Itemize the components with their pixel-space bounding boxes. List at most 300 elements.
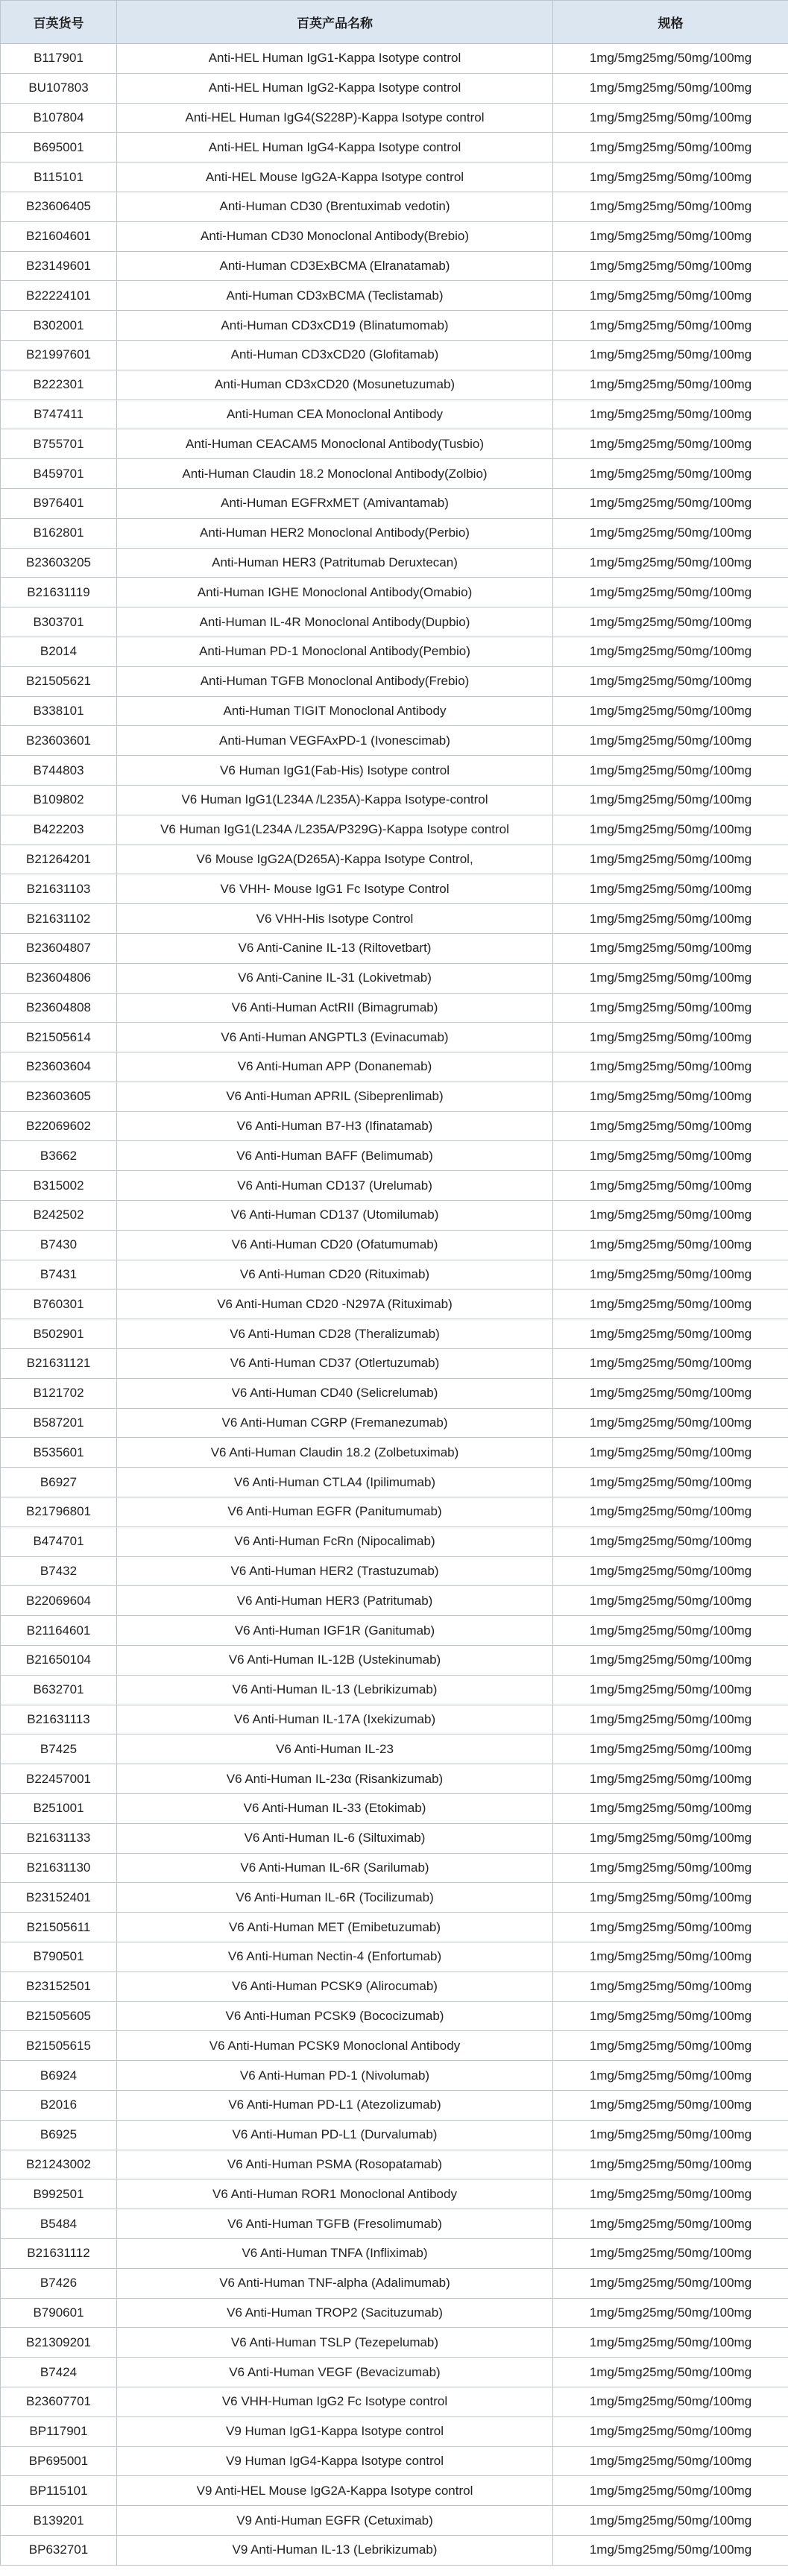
cell-specification: 1mg/5mg25mg/50mg/100mg: [553, 103, 788, 133]
cell-catalog-number: B315002: [1, 1171, 117, 1201]
cell-specification: 1mg/5mg25mg/50mg/100mg: [553, 2358, 788, 2387]
cell-specification: 1mg/5mg25mg/50mg/100mg: [553, 756, 788, 786]
table-row: [1, 578, 788, 607]
cell-specification: 1mg/5mg25mg/50mg/100mg: [553, 2476, 788, 2506]
cell-specification: 1mg/5mg25mg/50mg/100mg: [553, 1052, 788, 1082]
cell-catalog-number: B21505621: [1, 666, 117, 696]
cell-specification: 1mg/5mg25mg/50mg/100mg: [553, 815, 788, 845]
cell-specification: 1mg/5mg25mg/50mg/100mg: [553, 340, 788, 370]
cell-catalog-number: B744803: [1, 756, 117, 786]
cell-specification: 1mg/5mg25mg/50mg/100mg: [553, 578, 788, 607]
cell-specification: 1mg/5mg25mg/50mg/100mg: [553, 993, 788, 1023]
cell-product-name: V6 Anti-Human CD40 (Selicrelumab): [117, 1378, 553, 1408]
cell-catalog-number: BP632701: [1, 2535, 117, 2565]
cell-product-name: V6 Anti-Human IL-33 (Etokimab): [117, 1794, 553, 1824]
cell-catalog-number: B502901: [1, 1319, 117, 1349]
cell-product-name: V6 Anti-Human TROP2 (Sacituzumab): [117, 2298, 553, 2328]
table-row: [1, 1913, 788, 1942]
table-row: [1, 1289, 788, 1319]
cell-specification: 1mg/5mg25mg/50mg/100mg: [553, 1023, 788, 1052]
cell-product-name: Anti-Human IL-4R Monoclonal Antibody(Dupbio): [117, 607, 553, 637]
cell-specification: 1mg/5mg25mg/50mg/100mg: [553, 518, 788, 548]
cell-product-name: V6 Anti-Human TGFB (Fresolimumab): [117, 2209, 553, 2239]
cell-product-name: Anti-Human CEA Monoclonal Antibody: [117, 400, 553, 429]
cell-catalog-number: B5484: [1, 2209, 117, 2239]
table-row: [1, 2268, 788, 2298]
cell-product-name: V6 Anti-Human APP (Donanemab): [117, 1052, 553, 1082]
cell-catalog-number: B2014: [1, 637, 117, 666]
cell-product-name: V6 Anti-Human FcRn (Nipocalimab): [117, 1527, 553, 1556]
cell-product-name: V6 Anti-Human Claudin 18.2 (Zolbetuximab): [117, 1438, 553, 1468]
cell-catalog-number: B23606405: [1, 192, 117, 221]
cell-catalog-number: B117901: [1, 44, 117, 74]
cell-specification: 1mg/5mg25mg/50mg/100mg: [553, 2150, 788, 2179]
cell-specification: 1mg/5mg25mg/50mg/100mg: [553, 73, 788, 103]
cell-product-name: V6 Anti-Canine IL-31 (Lokivetmab): [117, 963, 553, 993]
cell-product-name: V6 Human IgG1(L234A /L235A/P329G)-Kappa Isotype control: [117, 815, 553, 845]
table-body: [1, 44, 788, 2566]
cell-product-name: V6 Anti-Human CD20 (Rituximab): [117, 1260, 553, 1289]
cell-specification: 1mg/5mg25mg/50mg/100mg: [553, 904, 788, 934]
cell-product-name: Anti-Human CD3xBCMA (Teclistamab): [117, 281, 553, 311]
cell-product-name: V6 Anti-Human HER2 (Trastuzumab): [117, 1556, 553, 1586]
table-row: [1, 2476, 788, 2506]
cell-specification: 1mg/5mg25mg/50mg/100mg: [553, 1201, 788, 1231]
table-row: [1, 815, 788, 845]
table-row: [1, 162, 788, 192]
header-specification: 规格: [553, 1, 788, 44]
cell-specification: 1mg/5mg25mg/50mg/100mg: [553, 311, 788, 341]
cell-specification: 1mg/5mg25mg/50mg/100mg: [553, 370, 788, 400]
cell-catalog-number: B22457001: [1, 1764, 117, 1794]
table-row: [1, 400, 788, 429]
cell-specification: 1mg/5mg25mg/50mg/100mg: [553, 429, 788, 459]
cell-product-name: V6 Anti-Human CD137 (Urelumab): [117, 1171, 553, 1201]
table-row: [1, 666, 788, 696]
cell-product-name: V9 Human IgG4-Kappa Isotype control: [117, 2446, 553, 2476]
table-row: [1, 1171, 788, 1201]
table-row: [1, 548, 788, 578]
table-row: [1, 1349, 788, 1379]
cell-catalog-number: B790501: [1, 1942, 117, 1972]
cell-product-name: Anti-HEL Human IgG2-Kappa Isotype control: [117, 73, 553, 103]
cell-catalog-number: B22069604: [1, 1586, 117, 1616]
cell-product-name: Anti-Human CD3ExBCMA (Elranatamab): [117, 251, 553, 281]
cell-specification: 1mg/5mg25mg/50mg/100mg: [553, 1764, 788, 1794]
cell-specification: 1mg/5mg25mg/50mg/100mg: [553, 845, 788, 874]
cell-specification: 1mg/5mg25mg/50mg/100mg: [553, 2061, 788, 2091]
table-row: [1, 370, 788, 400]
cell-catalog-number: B109802: [1, 785, 117, 815]
cell-catalog-number: B162801: [1, 518, 117, 548]
cell-catalog-number: B535601: [1, 1438, 117, 1468]
cell-catalog-number: B23149601: [1, 251, 117, 281]
cell-specification: 1mg/5mg25mg/50mg/100mg: [553, 1942, 788, 1972]
cell-product-name: V6 Anti-Human IL-6R (Sarilumab): [117, 1853, 553, 1883]
cell-catalog-number: B21631102: [1, 904, 117, 934]
cell-specification: 1mg/5mg25mg/50mg/100mg: [553, 251, 788, 281]
cell-catalog-number: B992501: [1, 2179, 117, 2209]
cell-catalog-number: B747411: [1, 400, 117, 429]
cell-catalog-number: B21631103: [1, 874, 117, 904]
cell-product-name: V6 Human IgG1(L234A /L235A)-Kappa Isotype-control: [117, 785, 553, 815]
cell-specification: 1mg/5mg25mg/50mg/100mg: [553, 2209, 788, 2239]
cell-product-name: V6 Anti-Human IL-23: [117, 1734, 553, 1764]
table-row: [1, 904, 788, 934]
table-row: [1, 2298, 788, 2328]
cell-specification: 1mg/5mg25mg/50mg/100mg: [553, 2090, 788, 2120]
table-row: [1, 1853, 788, 1883]
cell-catalog-number: B976401: [1, 488, 117, 518]
cell-catalog-number: B302001: [1, 311, 117, 341]
cell-catalog-number: B695001: [1, 133, 117, 162]
table-row: [1, 785, 788, 815]
table-row: [1, 133, 788, 162]
cell-specification: 1mg/5mg25mg/50mg/100mg: [553, 2387, 788, 2416]
cell-product-name: V6 Anti-Human PD-L1 (Durvalumab): [117, 2120, 553, 2150]
table-row: [1, 44, 788, 74]
cell-catalog-number: B251001: [1, 1794, 117, 1824]
table-row: [1, 1794, 788, 1824]
cell-product-name: V6 Anti-Human B7-H3 (Ifinatamab): [117, 1111, 553, 1141]
cell-specification: 1mg/5mg25mg/50mg/100mg: [553, 44, 788, 74]
cell-catalog-number: B23607701: [1, 2387, 117, 2416]
cell-catalog-number: B23603605: [1, 1082, 117, 1111]
cell-specification: 1mg/5mg25mg/50mg/100mg: [553, 1527, 788, 1556]
cell-specification: 1mg/5mg25mg/50mg/100mg: [553, 1289, 788, 1319]
cell-specification: 1mg/5mg25mg/50mg/100mg: [553, 1586, 788, 1616]
cell-product-name: Anti-Human CEACAM5 Monoclonal Antibody(Tusbio): [117, 429, 553, 459]
cell-product-name: V6 Anti-Canine IL-13 (Riltovetbart): [117, 933, 553, 963]
cell-specification: 1mg/5mg25mg/50mg/100mg: [553, 2446, 788, 2476]
table-row: [1, 103, 788, 133]
cell-catalog-number: B222301: [1, 370, 117, 400]
cell-specification: 1mg/5mg25mg/50mg/100mg: [553, 963, 788, 993]
cell-specification: 1mg/5mg25mg/50mg/100mg: [553, 1468, 788, 1497]
table-row: [1, 1586, 788, 1616]
table-row: [1, 2446, 788, 2476]
cell-product-name: Anti-Human CD3xCD20 (Glofitamab): [117, 340, 553, 370]
cell-specification: 1mg/5mg25mg/50mg/100mg: [553, 1972, 788, 2001]
cell-product-name: V6 Anti-Human ANGPTL3 (Evinacumab): [117, 1023, 553, 1052]
cell-product-name: Anti-Human TIGIT Monoclonal Antibody: [117, 696, 553, 726]
cell-specification: 1mg/5mg25mg/50mg/100mg: [553, 2535, 788, 2565]
cell-product-name: V6 Anti-Human PCSK9 (Alirocumab): [117, 1972, 553, 2001]
cell-product-name: V6 Anti-Human Nectin-4 (Enfortumab): [117, 1942, 553, 1972]
cell-product-name: V6 Anti-Human IL-6R (Tocilizumab): [117, 1883, 553, 1913]
cell-catalog-number: B755701: [1, 429, 117, 459]
table-row: [1, 1438, 788, 1468]
cell-specification: 1mg/5mg25mg/50mg/100mg: [553, 2001, 788, 2031]
table-row: [1, 1883, 788, 1913]
table-row: [1, 1408, 788, 1438]
cell-catalog-number: B23604807: [1, 933, 117, 963]
cell-specification: 1mg/5mg25mg/50mg/100mg: [553, 488, 788, 518]
cell-specification: 1mg/5mg25mg/50mg/100mg: [553, 548, 788, 578]
table-row: [1, 993, 788, 1023]
cell-catalog-number: B21264201: [1, 845, 117, 874]
cell-product-name: V6 Anti-Human PD-L1 (Atezolizumab): [117, 2090, 553, 2120]
cell-catalog-number: B21631121: [1, 1349, 117, 1379]
cell-product-name: Anti-Human IGHE Monoclonal Antibody(Omabio): [117, 578, 553, 607]
cell-catalog-number: B7430: [1, 1230, 117, 1260]
cell-product-name: V6 Anti-Human PCSK9 (Bococizumab): [117, 2001, 553, 2031]
table-row: [1, 459, 788, 489]
cell-product-name: Anti-HEL Human IgG4-Kappa Isotype control: [117, 133, 553, 162]
cell-catalog-number: B21505611: [1, 1913, 117, 1942]
cell-product-name: V6 Anti-Human IL-12B (Ustekinumab): [117, 1646, 553, 1676]
cell-product-name: V9 Human IgG1-Kappa Isotype control: [117, 2416, 553, 2446]
cell-specification: 1mg/5mg25mg/50mg/100mg: [553, 2031, 788, 2061]
header-row: [1, 1, 788, 44]
cell-product-name: V6 Anti-Human CD137 (Utomilumab): [117, 1201, 553, 1231]
cell-catalog-number: B760301: [1, 1289, 117, 1319]
cell-catalog-number: BP695001: [1, 2446, 117, 2476]
cell-product-name: Anti-Human CD30 (Brentuximab vedotin): [117, 192, 553, 221]
cell-product-name: Anti-Human CD30 Monoclonal Antibody(Brebio): [117, 221, 553, 251]
cell-catalog-number: B6927: [1, 1468, 117, 1497]
cell-specification: 1mg/5mg25mg/50mg/100mg: [553, 1378, 788, 1408]
table-row: [1, 963, 788, 993]
cell-catalog-number: B21631113: [1, 1705, 117, 1734]
cell-catalog-number: B22224101: [1, 281, 117, 311]
table-row: [1, 1497, 788, 1527]
cell-catalog-number: B7431: [1, 1260, 117, 1289]
table-row: [1, 874, 788, 904]
cell-specification: 1mg/5mg25mg/50mg/100mg: [553, 1616, 788, 1646]
cell-catalog-number: B587201: [1, 1408, 117, 1438]
cell-specification: 1mg/5mg25mg/50mg/100mg: [553, 1141, 788, 1171]
cell-specification: 1mg/5mg25mg/50mg/100mg: [553, 666, 788, 696]
table-row: [1, 1646, 788, 1676]
table-row: [1, 429, 788, 459]
table-row: [1, 2031, 788, 2061]
cell-catalog-number: B6924: [1, 2061, 117, 2091]
cell-catalog-number: B21505615: [1, 2031, 117, 2061]
cell-specification: 1mg/5mg25mg/50mg/100mg: [553, 1171, 788, 1201]
cell-specification: 1mg/5mg25mg/50mg/100mg: [553, 1319, 788, 1349]
header-catalog-number: 百英货号: [1, 1, 117, 44]
table-row: [1, 2387, 788, 2416]
cell-catalog-number: B23604808: [1, 993, 117, 1023]
cell-product-name: V6 Anti-Human IL-13 (Lebrikizumab): [117, 1675, 553, 1705]
cell-catalog-number: BP117901: [1, 2416, 117, 2446]
cell-product-name: V6 Anti-Human PCSK9 Monoclonal Antibody: [117, 2031, 553, 2061]
table-row: [1, 1556, 788, 1586]
cell-product-name: V6 Anti-Human EGFR (Panitumumab): [117, 1497, 553, 1527]
table-row: [1, 1734, 788, 1764]
cell-specification: 1mg/5mg25mg/50mg/100mg: [553, 162, 788, 192]
table-row: [1, 281, 788, 311]
cell-specification: 1mg/5mg25mg/50mg/100mg: [553, 1556, 788, 1586]
cell-catalog-number: B303701: [1, 607, 117, 637]
cell-specification: 1mg/5mg25mg/50mg/100mg: [553, 221, 788, 251]
table-row: [1, 2001, 788, 2031]
table-row: [1, 696, 788, 726]
table-row: [1, 1764, 788, 1794]
cell-product-name: V6 VHH-His Isotype Control: [117, 904, 553, 934]
table-row: [1, 73, 788, 103]
cell-specification: 1mg/5mg25mg/50mg/100mg: [553, 1794, 788, 1824]
cell-specification: 1mg/5mg25mg/50mg/100mg: [553, 2298, 788, 2328]
cell-catalog-number: B23603205: [1, 548, 117, 578]
cell-catalog-number: B474701: [1, 1527, 117, 1556]
cell-product-name: V6 Anti-Human ROR1 Monoclonal Antibody: [117, 2179, 553, 2209]
cell-specification: 1mg/5mg25mg/50mg/100mg: [553, 281, 788, 311]
table-row: [1, 2416, 788, 2446]
cell-specification: 1mg/5mg25mg/50mg/100mg: [553, 1082, 788, 1111]
cell-specification: 1mg/5mg25mg/50mg/100mg: [553, 1853, 788, 1883]
table-row: [1, 2150, 788, 2179]
cell-catalog-number: B21631112: [1, 2238, 117, 2268]
cell-specification: 1mg/5mg25mg/50mg/100mg: [553, 2328, 788, 2358]
cell-product-name: V6 Anti-Human IGF1R (Ganitumab): [117, 1616, 553, 1646]
table-row: [1, 2535, 788, 2565]
table-row: [1, 251, 788, 281]
cell-catalog-number: B3662: [1, 1141, 117, 1171]
table-row: [1, 1052, 788, 1082]
table-row: [1, 2061, 788, 2091]
cell-catalog-number: B790601: [1, 2298, 117, 2328]
cell-product-name: Anti-HEL Human IgG4(S228P)-Kappa Isotype control: [117, 103, 553, 133]
cell-specification: 1mg/5mg25mg/50mg/100mg: [553, 1823, 788, 1853]
cell-specification: 1mg/5mg25mg/50mg/100mg: [553, 1646, 788, 1676]
cell-specification: 1mg/5mg25mg/50mg/100mg: [553, 192, 788, 221]
cell-specification: 1mg/5mg25mg/50mg/100mg: [553, 1111, 788, 1141]
table-row: [1, 1230, 788, 1260]
table-row: [1, 1111, 788, 1141]
table-row: [1, 2506, 788, 2536]
table-row: [1, 726, 788, 756]
cell-catalog-number: B23603604: [1, 1052, 117, 1082]
cell-specification: 1mg/5mg25mg/50mg/100mg: [553, 1705, 788, 1734]
cell-product-name: V6 Anti-Human MET (Emibetuzumab): [117, 1913, 553, 1942]
table-row: [1, 221, 788, 251]
cell-specification: 1mg/5mg25mg/50mg/100mg: [553, 2179, 788, 2209]
table-row: [1, 1260, 788, 1289]
table-row: [1, 2328, 788, 2358]
cell-specification: 1mg/5mg25mg/50mg/100mg: [553, 1734, 788, 1764]
cell-catalog-number: BP115101: [1, 2476, 117, 2506]
cell-product-name: V6 Anti-Human CD37 (Otlertuzumab): [117, 1349, 553, 1379]
cell-product-name: V6 Anti-Human PSMA (Rosopatamab): [117, 2150, 553, 2179]
cell-product-name: V6 VHH-Human IgG2 Fc Isotype control: [117, 2387, 553, 2416]
cell-specification: 1mg/5mg25mg/50mg/100mg: [553, 933, 788, 963]
cell-product-name: V6 Anti-Human CD28 (Theralizumab): [117, 1319, 553, 1349]
cell-catalog-number: B139201: [1, 2506, 117, 2536]
cell-catalog-number: B21997601: [1, 340, 117, 370]
cell-catalog-number: B22069602: [1, 1111, 117, 1141]
table-row: [1, 2120, 788, 2150]
table-header: [1, 1, 788, 44]
cell-product-name: V6 Anti-Human IL-23α (Risankizumab): [117, 1764, 553, 1794]
cell-catalog-number: B21631133: [1, 1823, 117, 1853]
cell-catalog-number: B23152501: [1, 1972, 117, 2001]
table-row: [1, 488, 788, 518]
table-row: [1, 933, 788, 963]
cell-catalog-number: B338101: [1, 696, 117, 726]
cell-catalog-number: B21164601: [1, 1616, 117, 1646]
cell-catalog-number: B632701: [1, 1675, 117, 1705]
table-row: [1, 2209, 788, 2239]
cell-product-name: Anti-Human CD3xCD19 (Blinatumomab): [117, 311, 553, 341]
table-row: [1, 1942, 788, 1972]
cell-product-name: V6 Anti-Human TSLP (Tezepelumab): [117, 2328, 553, 2358]
cell-catalog-number: B21631119: [1, 578, 117, 607]
cell-product-name: V6 Anti-Human CD20 (Ofatumumab): [117, 1230, 553, 1260]
cell-product-name: V6 Anti-Human PD-1 (Nivolumab): [117, 2061, 553, 2091]
cell-catalog-number: B21796801: [1, 1497, 117, 1527]
table-row: [1, 845, 788, 874]
cell-product-name: V6 Mouse IgG2A(D265A)-Kappa Isotype Control,: [117, 845, 553, 874]
cell-specification: 1mg/5mg25mg/50mg/100mg: [553, 1883, 788, 1913]
cell-product-name: V6 Anti-Human IL-6 (Siltuximab): [117, 1823, 553, 1853]
cell-specification: 1mg/5mg25mg/50mg/100mg: [553, 400, 788, 429]
table-row: [1, 1023, 788, 1052]
cell-product-name: V6 Anti-Human CGRP (Fremanezumab): [117, 1408, 553, 1438]
cell-specification: 1mg/5mg25mg/50mg/100mg: [553, 1408, 788, 1438]
table-row: [1, 1705, 788, 1734]
cell-specification: 1mg/5mg25mg/50mg/100mg: [553, 785, 788, 815]
cell-specification: 1mg/5mg25mg/50mg/100mg: [553, 2506, 788, 2536]
cell-specification: 1mg/5mg25mg/50mg/100mg: [553, 2416, 788, 2446]
cell-product-name: Anti-HEL Human IgG1-Kappa Isotype control: [117, 44, 553, 74]
cell-specification: 1mg/5mg25mg/50mg/100mg: [553, 459, 788, 489]
table-row: [1, 2238, 788, 2268]
cell-specification: 1mg/5mg25mg/50mg/100mg: [553, 637, 788, 666]
cell-catalog-number: B23604806: [1, 963, 117, 993]
cell-catalog-number: B7424: [1, 2358, 117, 2387]
cell-catalog-number: B422203: [1, 815, 117, 845]
table-row: [1, 1675, 788, 1705]
cell-catalog-number: B21631130: [1, 1853, 117, 1883]
cell-product-name: V6 Anti-Human BAFF (Belimumab): [117, 1141, 553, 1171]
table-row: [1, 1527, 788, 1556]
table-row: [1, 637, 788, 666]
table-row: [1, 1823, 788, 1853]
table-row: [1, 192, 788, 221]
table-row: [1, 2358, 788, 2387]
cell-catalog-number: B7425: [1, 1734, 117, 1764]
cell-product-name: V9 Anti-Human IL-13 (Lebrikizumab): [117, 2535, 553, 2565]
cell-product-name: V6 Anti-Human CTLA4 (Ipilimumab): [117, 1468, 553, 1497]
cell-catalog-number: B7426: [1, 2268, 117, 2298]
cell-product-name: V6 Anti-Human VEGF (Bevacizumab): [117, 2358, 553, 2387]
header-product-name: 百英产品名称: [117, 1, 553, 44]
table-row: [1, 1468, 788, 1497]
cell-catalog-number: BU107803: [1, 73, 117, 103]
cell-catalog-number: B242502: [1, 1201, 117, 1231]
cell-product-name: V6 Anti-Human IL-17A (Ixekizumab): [117, 1705, 553, 1734]
cell-specification: 1mg/5mg25mg/50mg/100mg: [553, 1913, 788, 1942]
cell-catalog-number: B21309201: [1, 2328, 117, 2358]
table-row: [1, 1082, 788, 1111]
table-row: [1, 607, 788, 637]
cell-catalog-number: B121702: [1, 1378, 117, 1408]
cell-catalog-number: B21604601: [1, 221, 117, 251]
cell-specification: 1mg/5mg25mg/50mg/100mg: [553, 2268, 788, 2298]
cell-specification: 1mg/5mg25mg/50mg/100mg: [553, 874, 788, 904]
cell-product-name: V6 Anti-Human CD20 -N297A (Rituximab): [117, 1289, 553, 1319]
cell-product-name: Anti-Human HER2 Monoclonal Antibody(Perbio): [117, 518, 553, 548]
table-row: [1, 340, 788, 370]
cell-product-name: V6 Anti-Human APRIL (Sibeprenlimab): [117, 1082, 553, 1111]
cell-product-name: Anti-Human VEGFAxPD-1 (Ivonescimab): [117, 726, 553, 756]
cell-product-name: V9 Anti-HEL Mouse IgG2A-Kappa Isotype control: [117, 2476, 553, 2506]
cell-specification: 1mg/5mg25mg/50mg/100mg: [553, 696, 788, 726]
cell-specification: 1mg/5mg25mg/50mg/100mg: [553, 1438, 788, 1468]
cell-product-name: Anti-Human PD-1 Monoclonal Antibody(Pembio): [117, 637, 553, 666]
